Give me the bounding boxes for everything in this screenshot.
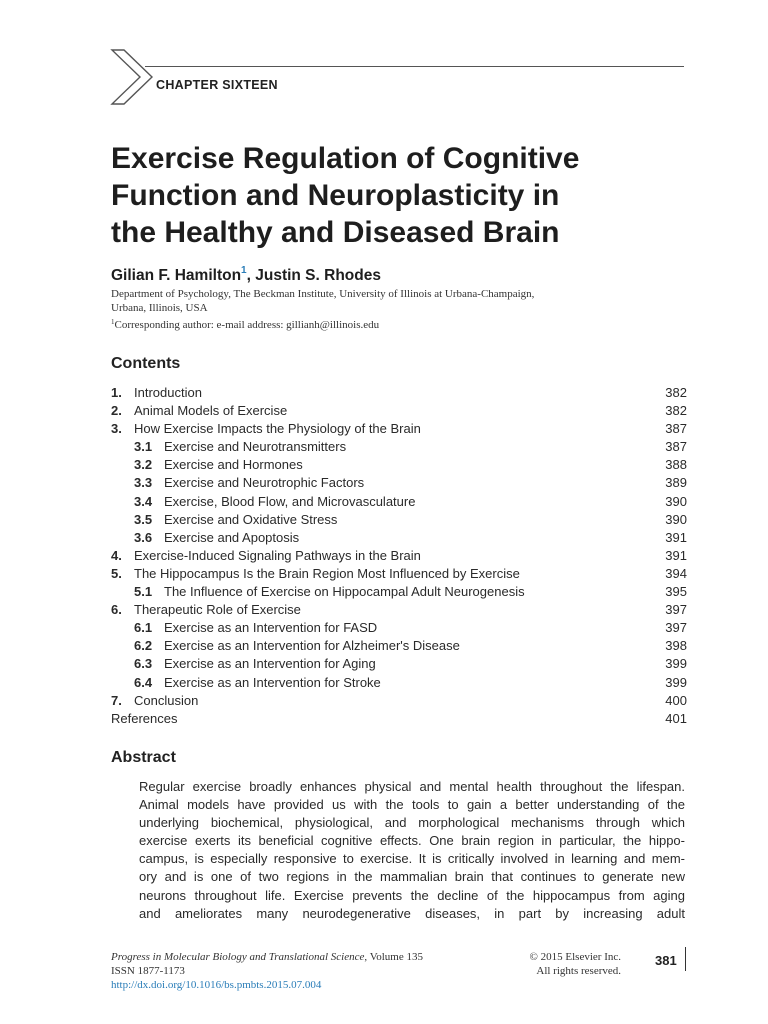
abstract-line: campus, is especially responsive to exercise. It is critically involved in learning and mem- — [139, 851, 685, 867]
toc-page: 387 — [665, 421, 687, 437]
author-name: Gilian F. Hamilton — [111, 267, 242, 284]
journal-name: Progress in Molecular Biology and Translational Science — [111, 951, 365, 963]
abstract-line: ory and is one of two regions in the mammalian brain that continues to generate new — [139, 869, 685, 885]
toc-page: 395 — [665, 584, 687, 600]
toc-page: 398 — [665, 638, 687, 654]
toc-page: 391 — [665, 529, 687, 545]
toc-title: Exercise and Oxidative Stress — [164, 511, 338, 527]
page-number: 381 — [655, 953, 677, 968]
toc-item[interactable] — [111, 402, 687, 420]
toc-number: 3.5 — [134, 511, 153, 527]
toc-title: Exercise as an Intervention for FASD — [164, 620, 378, 636]
toc-title: Exercise and Neurotrophic Factors — [164, 475, 365, 491]
toc-number: 6.4 — [134, 674, 153, 690]
toc-page: 399 — [665, 656, 687, 672]
toc-item[interactable] — [111, 692, 687, 710]
toc-subitem[interactable] — [111, 529, 687, 547]
toc-number: 4. — [111, 547, 122, 563]
toc-number: 3.6 — [134, 529, 153, 545]
toc-title: Exercise as an Intervention for Aging — [164, 656, 376, 672]
affiliation-block — [111, 287, 671, 332]
toc-title: Exercise and Apoptosis — [164, 529, 300, 545]
toc-page: 389 — [665, 475, 687, 491]
toc-title: The Influence of Exercise on Hippocampal Adult Neurogenesis — [164, 584, 525, 600]
toc-title: Therapeutic Role of Exercise — [134, 602, 301, 618]
chapter-chevron-icon — [110, 48, 154, 106]
toc-title: The Hippocampus Is the Brain Region Most Influenced by Exercise — [134, 565, 520, 581]
toc-title: How Exercise Impacts the Physiology of the Brain — [134, 421, 421, 437]
toc-number: 2. — [111, 403, 122, 419]
toc-title: Exercise as an Intervention for Alzheimer's Disease — [164, 638, 460, 654]
toc-subitem[interactable] — [111, 655, 687, 673]
toc-item[interactable] — [111, 420, 687, 438]
author-name: Justin S. Rhodes — [255, 267, 381, 284]
abstract-line: exercise exerts its beneficial cognitive effects. One brain region in particular, the hippo- — [139, 833, 685, 849]
doi-link[interactable]: http://dx.doi.org/10.1016/bs.pmbts.2015.07.004 — [111, 979, 322, 991]
toc-number: 1. — [111, 385, 122, 400]
toc-title: Conclusion — [134, 692, 199, 708]
toc-number: 6.1 — [134, 620, 153, 636]
table-of-contents — [111, 384, 687, 728]
toc-subitem[interactable] — [111, 674, 687, 692]
toc-page: 401 — [665, 710, 687, 726]
journal-volume: , Volume 135 — [364, 951, 423, 963]
footer-copyright — [497, 950, 621, 978]
toc-number: 5. — [111, 565, 122, 581]
abstract-line: Animal models have provided us with the tools to gain a better understanding of the — [139, 797, 685, 813]
toc-page: 388 — [665, 457, 687, 473]
page-number-rule — [685, 947, 686, 971]
toc-subitem[interactable] — [111, 619, 687, 637]
toc-subitem[interactable] — [111, 583, 687, 601]
toc-title: References — [111, 710, 178, 726]
toc-subitem[interactable] — [111, 637, 687, 655]
toc-title: Exercise-Induced Signaling Pathways in the Brain — [134, 547, 421, 563]
abstract-line: neurons throughout life. Exercise prevents the decline of the hippocampus from aging — [139, 887, 685, 903]
copyright-text: © 2015 Elsevier Inc. — [529, 951, 621, 963]
toc-subitem[interactable] — [111, 493, 687, 511]
abstract-line: and ameliorates many neurodegenerative diseases, in part by increasing adult — [139, 905, 685, 921]
toc-page: 382 — [665, 403, 687, 419]
corresponding-text: Corresponding author: e-mail address: gillianh@illinois.edu — [114, 319, 380, 331]
toc-title: Exercise as an Intervention for Stroke — [164, 674, 381, 690]
toc-number: 6.2 — [134, 638, 153, 654]
toc-number: 3.1 — [134, 439, 153, 455]
toc-item[interactable] — [111, 384, 687, 402]
toc-number: 7. — [111, 692, 122, 708]
toc-page: 391 — [665, 547, 687, 563]
title-line: the Healthy and Diseased Brain — [111, 216, 560, 249]
toc-number: 3. — [111, 421, 122, 437]
toc-page: 400 — [665, 692, 687, 708]
toc-number: 3.3 — [134, 475, 153, 491]
toc-title: Animal Models of Exercise — [134, 403, 288, 419]
affiliation-mark[interactable]: 1 — [241, 265, 247, 276]
title-line: Exercise Regulation of Cognitive — [111, 142, 580, 175]
affiliation-line: Department of Psychology, The Beckman Institute, University of Illinois at Urbana-Champaign, — [111, 288, 535, 300]
toc-item-references[interactable] — [111, 710, 687, 728]
toc-page: 390 — [665, 511, 687, 527]
issn: ISSN 1877-1173 — [111, 965, 185, 977]
toc-subitem[interactable] — [111, 438, 687, 456]
toc-item[interactable] — [111, 601, 687, 619]
rights-text: All rights reserved. — [536, 965, 621, 977]
toc-title: Introduction — [134, 385, 202, 400]
toc-item[interactable] — [111, 547, 687, 565]
title-line: Function and Neuroplasticity in — [111, 179, 560, 212]
toc-number: 3.4 — [134, 493, 153, 509]
toc-page: 397 — [665, 602, 687, 618]
toc-title: Exercise and Hormones — [164, 457, 303, 473]
toc-number: 6.3 — [134, 656, 153, 672]
toc-title: Exercise and Neurotransmitters — [164, 439, 347, 455]
toc-number: 6. — [111, 602, 122, 618]
author-separator: , — [246, 267, 251, 284]
affiliation-line: Urbana, Illinois, USA — [111, 302, 208, 314]
abstract-heading: Abstract — [111, 749, 176, 766]
toc-number: 5.1 — [134, 584, 153, 600]
contents-heading: Contents — [111, 355, 181, 372]
toc-subitem[interactable] — [111, 511, 687, 529]
toc-page: 397 — [665, 620, 687, 636]
author-list — [111, 265, 381, 285]
toc-item[interactable] — [111, 565, 687, 583]
toc-page: 387 — [665, 439, 687, 455]
abstract-body — [139, 778, 685, 923]
footer-journal-line — [111, 950, 423, 964]
toc-page: 394 — [665, 565, 687, 581]
chapter-title — [111, 140, 711, 251]
toc-title: Exercise, Blood Flow, and Microvasculature — [164, 493, 416, 509]
toc-number: 3.2 — [134, 457, 153, 473]
toc-page: 382 — [665, 385, 687, 400]
corresponding-author — [111, 315, 671, 332]
chapter-label: CHAPTER SIXTEEN — [156, 78, 278, 92]
toc-page: 390 — [665, 493, 687, 509]
abstract-line: Regular exercise broadly enhances physical and mental health throughout the lifespan. — [139, 779, 685, 794]
toc-page: 399 — [665, 674, 687, 690]
footer-citation — [111, 950, 423, 992]
corresponding-mark: 1 — [111, 318, 115, 326]
toc-subitem[interactable] — [111, 456, 687, 474]
abstract-line: underlying biochemical, physiological, and morphological mechanisms through which — [139, 815, 685, 831]
chapter-rule — [145, 66, 684, 67]
toc-subitem[interactable] — [111, 474, 687, 492]
